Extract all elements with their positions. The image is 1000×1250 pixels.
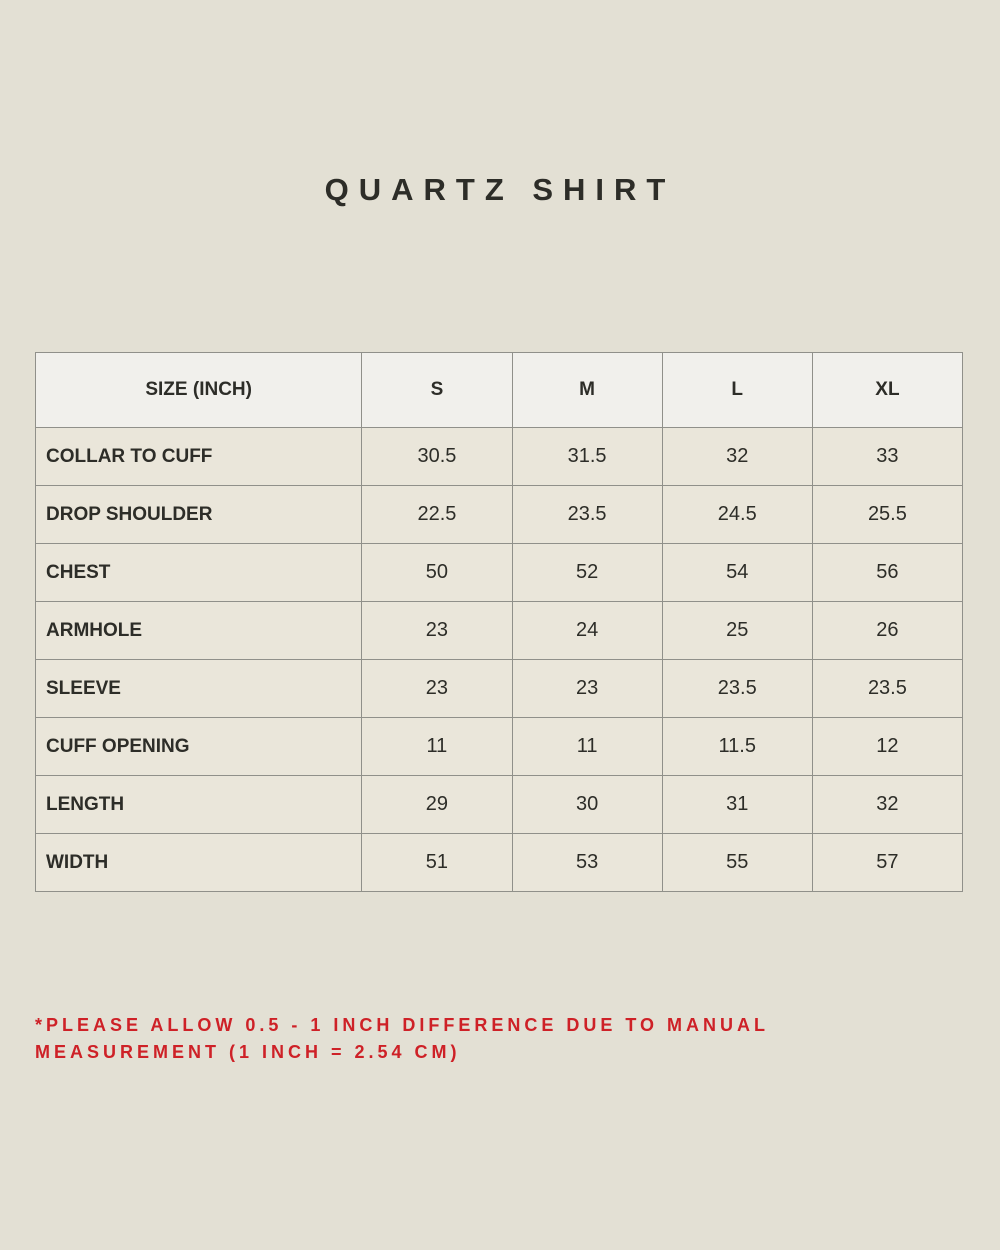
column-header-m: M xyxy=(512,353,662,428)
measurement-disclaimer xyxy=(35,1012,895,1066)
page-title: QUARTZ SHIRT xyxy=(324,172,676,207)
cell-value: 23 xyxy=(362,602,512,660)
row-label: CHEST xyxy=(36,544,362,602)
row-label: LENGTH xyxy=(36,776,362,834)
cell-value: 52 xyxy=(512,544,662,602)
cell-value: 11 xyxy=(362,718,512,776)
table-row xyxy=(36,718,963,776)
cell-value: 11.5 xyxy=(662,718,812,776)
cell-value: 24 xyxy=(512,602,662,660)
disclaimer-line-1: *PLEASE ALLOW 0.5 - 1 INCH DIFFERENCE DUE TO MANUAL xyxy=(35,1015,770,1035)
row-label: SLEEVE xyxy=(36,660,362,718)
cell-value: 33 xyxy=(812,428,962,486)
table-row xyxy=(36,544,963,602)
cell-value: 12 xyxy=(812,718,962,776)
column-header-size-inch: SIZE (INCH) xyxy=(36,353,362,428)
column-header-l: L xyxy=(662,353,812,428)
cell-value: 53 xyxy=(512,834,662,892)
cell-value: 54 xyxy=(662,544,812,602)
column-header-s: S xyxy=(362,353,512,428)
cell-value: 30 xyxy=(512,776,662,834)
column-header-xl: XL xyxy=(812,353,962,428)
cell-value: 29 xyxy=(362,776,512,834)
cell-value: 31 xyxy=(662,776,812,834)
cell-value: 32 xyxy=(812,776,962,834)
cell-value: 51 xyxy=(362,834,512,892)
table-row xyxy=(36,602,963,660)
cell-value: 25 xyxy=(662,602,812,660)
cell-value: 23 xyxy=(362,660,512,718)
cell-value: 31.5 xyxy=(512,428,662,486)
table-row xyxy=(36,486,963,544)
table-row xyxy=(36,834,963,892)
cell-value: 22.5 xyxy=(362,486,512,544)
cell-value: 57 xyxy=(812,834,962,892)
cell-value: 55 xyxy=(662,834,812,892)
table-row xyxy=(36,660,963,718)
row-label: CUFF OPENING xyxy=(36,718,362,776)
disclaimer-line-2: MEASUREMENT (1 INCH = 2.54 CM) xyxy=(35,1042,461,1062)
size-chart-table xyxy=(35,352,963,892)
cell-value: 23.5 xyxy=(812,660,962,718)
cell-value: 23 xyxy=(512,660,662,718)
table-header-row xyxy=(36,353,963,428)
table-row xyxy=(36,776,963,834)
cell-value: 32 xyxy=(662,428,812,486)
cell-value: 30.5 xyxy=(362,428,512,486)
row-label: DROP SHOULDER xyxy=(36,486,362,544)
cell-value: 11 xyxy=(512,718,662,776)
cell-value: 23.5 xyxy=(662,660,812,718)
cell-value: 26 xyxy=(812,602,962,660)
row-label: COLLAR TO CUFF xyxy=(36,428,362,486)
row-label: ARMHOLE xyxy=(36,602,362,660)
table-row xyxy=(36,428,963,486)
cell-value: 50 xyxy=(362,544,512,602)
row-label: WIDTH xyxy=(36,834,362,892)
cell-value: 23.5 xyxy=(512,486,662,544)
cell-value: 56 xyxy=(812,544,962,602)
cell-value: 25.5 xyxy=(812,486,962,544)
cell-value: 24.5 xyxy=(662,486,812,544)
